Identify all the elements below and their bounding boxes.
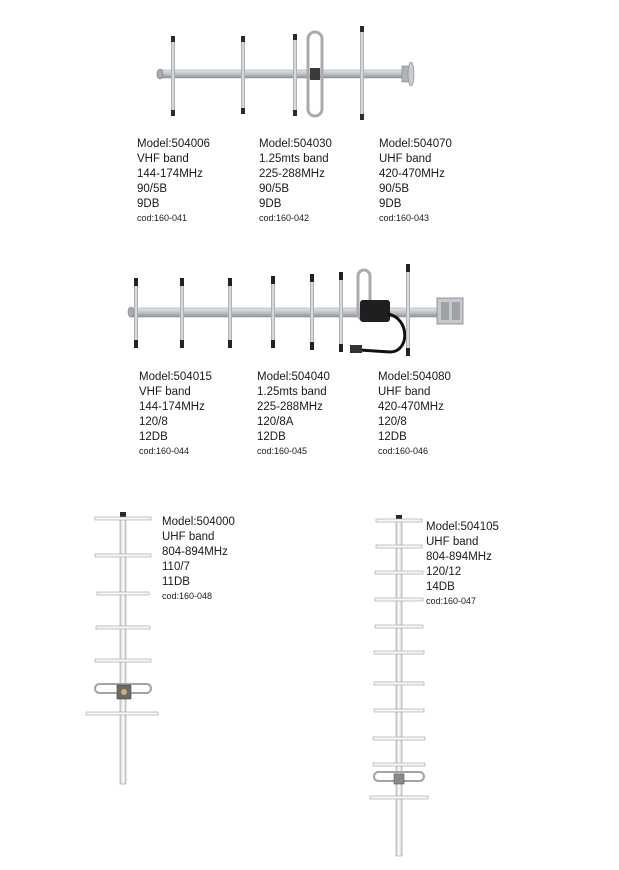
gain: 9DB (259, 198, 282, 210)
configuration: 110/7 (162, 561, 190, 573)
gain: 9DB (379, 198, 402, 210)
yagi-element (339, 272, 343, 352)
product-code: cod:160-043 (379, 213, 430, 223)
frequency: 804-894MHz (426, 551, 492, 563)
configuration: 120/12 (426, 566, 462, 578)
product-code: cod:160-047 (426, 596, 477, 606)
band: UHF band (162, 531, 215, 543)
configuration: 120/8A (257, 416, 294, 428)
configuration: 120/8 (139, 416, 168, 428)
yagi-element (293, 34, 297, 116)
product-spec (139, 370, 212, 457)
configuration: 90/5B (137, 183, 168, 195)
band: 1.25mts band (257, 386, 327, 398)
model-number: Model:504105 (426, 521, 499, 533)
frequency: 420-470MHz (378, 401, 444, 413)
yagi-element (271, 276, 275, 348)
gain: 14DB (426, 581, 455, 593)
yagi-element (180, 278, 184, 348)
yagi-element (171, 36, 175, 116)
product-code: cod:160-044 (139, 446, 190, 456)
band: UHF band (378, 386, 431, 398)
product-spec (137, 137, 210, 224)
frequency: 225-288MHz (259, 168, 325, 180)
yagi-element (228, 278, 232, 348)
band: UHF band (379, 153, 432, 165)
yagi-element (241, 36, 245, 114)
band: UHF band (426, 536, 479, 548)
antenna-5-element-yagi (157, 26, 414, 120)
frequency: 804-894MHz (162, 546, 228, 558)
product-spec (379, 137, 452, 224)
model-number: Model:504070 (379, 138, 452, 150)
gain: 11DB (162, 576, 190, 588)
product-code: cod:160-042 (259, 213, 310, 223)
model-number: Model:504006 (137, 138, 210, 150)
configuration: 120/8 (378, 416, 407, 428)
product-code: cod:160-041 (137, 213, 188, 223)
antenna-12-element-vertical (370, 515, 428, 856)
gain: 12DB (378, 431, 407, 443)
configuration: 90/5B (259, 183, 290, 195)
product-spec (378, 370, 451, 457)
gain: 12DB (139, 431, 168, 443)
product-spec (257, 370, 330, 457)
product-spec (162, 515, 235, 602)
frequency: 144-174MHz (137, 168, 203, 180)
model-number: Model:504000 (162, 516, 235, 528)
frequency: 225-288MHz (257, 401, 323, 413)
band: 1.25mts band (259, 153, 329, 165)
antenna-7-element-vertical (86, 512, 158, 784)
product-code: cod:160-045 (257, 446, 308, 456)
yagi-element (360, 26, 364, 120)
antenna-8-element-yagi (128, 264, 463, 356)
model-number: Model:504015 (139, 371, 212, 383)
frequency: 420-470MHz (379, 168, 445, 180)
yagi-element (134, 278, 138, 348)
product-code: cod:160-048 (162, 591, 213, 601)
product-spec (259, 137, 332, 224)
model-number: Model:504080 (378, 371, 451, 383)
product-code: cod:160-046 (378, 446, 429, 456)
model-number: Model:504030 (259, 138, 332, 150)
frequency: 144-174MHz (139, 401, 205, 413)
gain: 12DB (257, 431, 286, 443)
yagi-element (406, 264, 410, 356)
band: VHF band (137, 153, 189, 165)
yagi-element (310, 274, 314, 350)
band: VHF band (139, 386, 191, 398)
product-spec (426, 520, 499, 607)
folded-dipole (308, 32, 322, 116)
model-number: Model:504040 (257, 371, 330, 383)
gain: 9DB (137, 198, 160, 210)
configuration: 90/5B (379, 183, 410, 195)
